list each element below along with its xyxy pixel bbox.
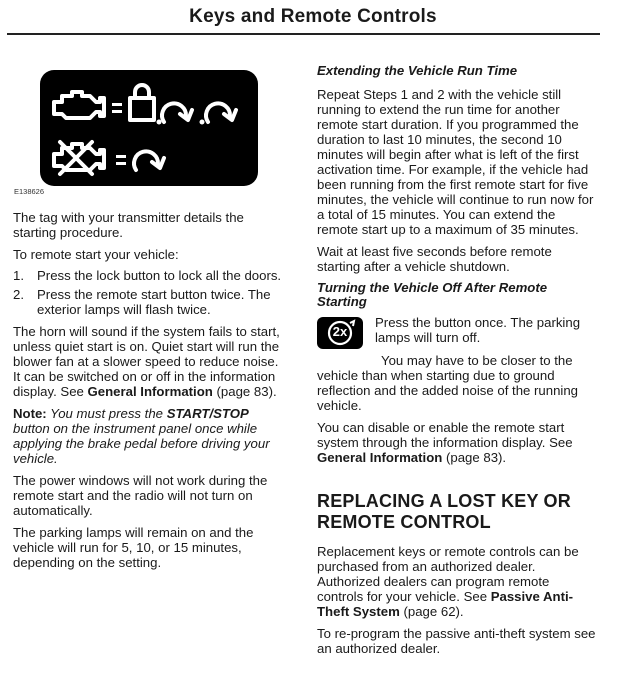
paragraph-text: The horn will sound if the system fails to start, unless quiet start is on. Quiet start will run the blower fan at a slower speed to reduce noise. It can be switched on or off in the information display. See <box>13 324 280 399</box>
left-column <box>13 210 289 577</box>
paragraph: To remote start your vehicle: <box>13 247 179 262</box>
page-reference: (page 83). <box>212 384 277 399</box>
icon-label: 2x <box>332 324 348 339</box>
note <box>13 406 289 466</box>
remote-start-illustration <box>40 70 258 186</box>
figure-label: E138626 <box>14 187 45 196</box>
paragraph: The tag with your transmitter details the starting procedure. <box>13 210 244 240</box>
remote-button-2x-icon <box>317 317 363 349</box>
page-title: Keys and Remote Controls <box>189 6 437 27</box>
list-item <box>13 287 289 317</box>
cross-reference-link[interactable]: Passive Anti-Theft System <box>317 589 574 619</box>
paragraph <box>13 324 289 399</box>
note-button-name: START/STOP <box>166 406 249 421</box>
button-instruction <box>317 313 597 353</box>
note-label: Note: <box>13 406 47 421</box>
steps-list <box>13 268 289 317</box>
cross-reference-link[interactable]: General Information <box>317 450 443 465</box>
paragraph: You may have to be closer to the vehicle than when starting due to ground reflection and the added noise of the running vehicle. <box>317 353 579 413</box>
refresh-icon <box>162 103 186 122</box>
paragraph: The power windows will not work during the remote start and the radio will not turn on automatically. <box>13 473 268 518</box>
section-heading: REPLACING A LOST KEY OR REMOTE CONTROL <box>317 491 571 532</box>
paragraph: The parking lamps will remain on and the vehicle will run for 5, 10, or 15 minutes, depending on the setting. <box>13 525 254 570</box>
note-text: button on the instrument panel once while applying the brake pedal before driving your vehicle. <box>13 421 270 466</box>
paragraph: Press the button once. The parking lamps will turn off. <box>375 315 581 345</box>
note-text: You must press the <box>46 406 167 421</box>
refresh-icon-2 <box>206 103 230 122</box>
cross-reference-link[interactable]: General Information <box>87 384 213 399</box>
paragraph-text: Replacement keys or remote controls can be purchased from an authorized dealer. Authorized dealers can program remote controls for your vehicle. See <box>317 544 579 604</box>
header-rule <box>7 33 600 35</box>
page-reference: (page 62). <box>399 604 464 619</box>
paragraph: Repeat Steps 1 and 2 with the vehicle still running to extend the run time for another remote start duration. If you programmed the duration to last 10 minutes, the second 10 minutes will begin after what is left of the first activation time. For example, if the vehicle had been running from the first remote start for five minutes, the vehicle will continue to run now for a total of 15 minutes. You can extend the remote start up to a maximum of 35 minutes. <box>317 87 594 237</box>
paragraph-text: You can disable or enable the remote start system through the information display. See <box>317 420 573 450</box>
step-number: 2. <box>13 287 24 302</box>
step-number: 1. <box>13 268 24 283</box>
subsection-heading: Turning the Vehicle Off After Remote Starting <box>317 280 548 309</box>
remote-start-sequence-icon <box>40 70 258 186</box>
step-text: Press the lock button to lock all the doors. <box>37 268 282 283</box>
list-item <box>13 268 289 283</box>
paragraph: Wait at least five seconds before remote starting after a vehicle shutdown. <box>317 244 552 274</box>
right-column <box>317 64 597 663</box>
page-reference: (page 83). <box>442 450 507 465</box>
paragraph: To re-program the passive anti-theft system see an authorized dealer. <box>317 626 596 656</box>
refresh-icon-3 <box>134 151 158 170</box>
step-text: Press the remote start button twice. The exterior lamps will flash twice. <box>37 287 271 317</box>
paragraph <box>317 544 597 619</box>
engine-icon <box>54 92 104 118</box>
subsection-heading: Extending the Vehicle Run Time <box>317 63 518 78</box>
paragraph <box>317 420 597 465</box>
